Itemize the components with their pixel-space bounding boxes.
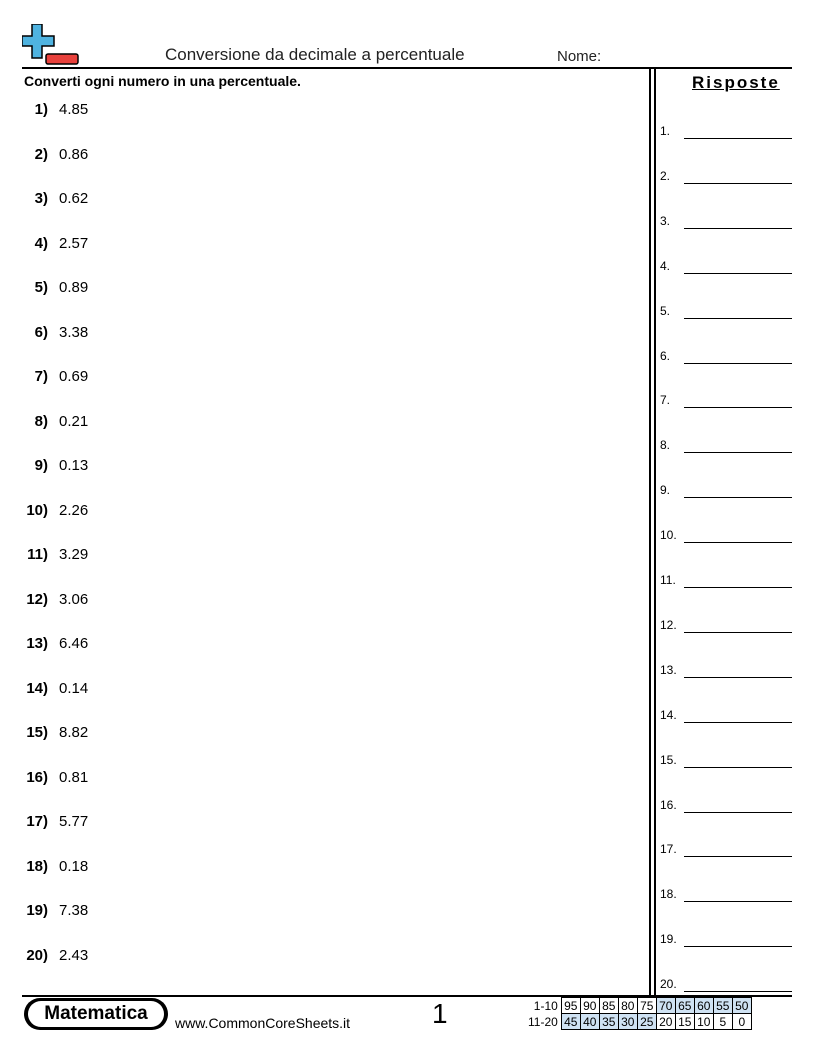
problem-item	[24, 813, 88, 830]
problem-item	[24, 947, 88, 964]
answer-blank[interactable]	[660, 976, 792, 992]
answer-number: 16.	[660, 797, 677, 812]
answer-line	[684, 497, 792, 498]
answer-number: 4.	[660, 258, 671, 273]
name-label: Nome:	[557, 48, 602, 65]
answer-line	[684, 856, 792, 857]
answer-line	[684, 363, 792, 364]
score-cell: 75	[637, 998, 656, 1014]
brand-label: Matematica	[28, 1001, 164, 1027]
answer-number: 2.	[660, 168, 671, 183]
answer-number: 9.	[660, 483, 671, 498]
problem-value: 0.89	[59, 279, 89, 296]
answer-line	[684, 587, 792, 588]
score-cell: 45	[561, 1014, 580, 1030]
problem-value: 0.18	[59, 857, 89, 875]
score-cell: 50	[732, 998, 751, 1014]
answer-number: 8.	[660, 438, 671, 453]
problem-item	[24, 858, 88, 875]
answer-number: 1.	[660, 124, 671, 138]
problem-number: 2)	[34, 145, 48, 163]
problem-item	[24, 902, 88, 919]
brand-badge	[24, 998, 168, 1030]
answer-line	[684, 767, 792, 768]
problem-value: 3.29	[59, 546, 89, 563]
problem-item	[24, 546, 88, 563]
problem-number: 17)	[26, 813, 48, 830]
plus-minus-logo-icon	[22, 24, 80, 68]
problem-item	[24, 457, 88, 474]
answer-line	[684, 991, 792, 992]
problem-number: 8)	[34, 412, 48, 430]
answer-line	[684, 812, 792, 813]
problem-value: 4.85	[59, 101, 89, 118]
answer-blank[interactable]	[660, 527, 792, 543]
problem-value: 0.69	[59, 368, 89, 385]
problem-number: 15)	[26, 724, 48, 741]
answer-number: 5.	[660, 303, 671, 318]
answer-line	[684, 901, 792, 902]
problem-item	[24, 413, 88, 430]
problem-item	[24, 591, 88, 608]
score-cell: 0	[732, 1014, 751, 1030]
answer-blank[interactable]	[660, 662, 792, 678]
score-cell: 40	[580, 1014, 599, 1030]
answer-blank[interactable]	[660, 303, 792, 319]
score-row	[528, 1014, 751, 1030]
score-cell: 70	[656, 998, 675, 1014]
answer-number: 6.	[660, 348, 671, 363]
problem-number: 7)	[34, 368, 48, 385]
answer-blank[interactable]	[660, 931, 792, 947]
problem-value: 2.26	[59, 501, 89, 519]
problem-number: 11)	[27, 546, 48, 563]
answer-line	[684, 138, 792, 139]
problem-number: 18)	[26, 857, 48, 875]
problem-value: 7.38	[59, 902, 89, 919]
score-cell: 5	[713, 1014, 732, 1030]
score-cell: 35	[599, 1014, 618, 1030]
answer-line	[684, 722, 792, 723]
answer-blank[interactable]	[660, 392, 792, 408]
score-row-label: 1-10	[533, 998, 558, 1013]
problem-number: 5)	[34, 279, 48, 296]
answer-blank[interactable]	[660, 482, 792, 498]
problem-item	[24, 368, 88, 385]
problem-value: 0.21	[59, 412, 89, 430]
problem-item	[24, 235, 88, 252]
site-url: www.CommonCoreSheets.it	[175, 1015, 351, 1031]
answer-number: 14.	[660, 707, 677, 722]
problem-value: 0.86	[59, 145, 89, 163]
answer-blank[interactable]	[660, 213, 792, 229]
top-divider	[22, 67, 792, 69]
answer-number: 12.	[660, 617, 677, 632]
answer-line	[684, 183, 792, 184]
problem-item	[24, 680, 88, 697]
answer-blank[interactable]	[660, 617, 792, 633]
problem-number: 20)	[26, 946, 48, 964]
score-cell: 30	[618, 1014, 637, 1030]
score-cell: 90	[580, 998, 599, 1014]
problem-number: 14)	[26, 679, 48, 697]
score-cell: 10	[694, 1014, 713, 1030]
problem-value: 0.14	[59, 679, 89, 697]
score-cell: 55	[713, 998, 732, 1014]
answer-blank[interactable]	[660, 572, 792, 588]
problem-number: 3)	[34, 190, 48, 207]
answer-number: 17.	[660, 842, 677, 857]
answer-blank[interactable]	[660, 437, 792, 453]
problem-item	[24, 724, 88, 741]
instructions: Converti ogni numero in una percentuale.	[24, 73, 301, 89]
problem-number: 19)	[26, 902, 48, 919]
answer-blank[interactable]	[660, 123, 792, 139]
problem-value: 6.46	[59, 635, 89, 652]
problem-number: 10)	[26, 501, 48, 519]
answer-blank[interactable]	[660, 797, 792, 813]
problem-number: 4)	[34, 234, 48, 252]
answer-blank[interactable]	[660, 886, 792, 902]
answer-line	[684, 273, 792, 274]
answer-blank[interactable]	[660, 707, 792, 723]
page-number: 1	[432, 998, 448, 1029]
problem-value: 2.43	[59, 946, 89, 964]
problem-number: 16)	[26, 768, 48, 786]
answer-line	[684, 946, 792, 947]
score-cell: 60	[694, 998, 713, 1014]
score-row	[528, 998, 751, 1014]
problem-number: 6)	[34, 323, 48, 341]
answer-number: 19.	[660, 932, 677, 947]
problem-number: 9)	[34, 457, 48, 474]
score-cell: 95	[561, 998, 580, 1014]
problem-number: 12)	[26, 590, 48, 608]
problem-value: 8.82	[59, 724, 89, 741]
score-cell: 20	[656, 1014, 675, 1030]
answer-number: 11.	[660, 573, 676, 587]
problem-value: 3.38	[59, 323, 89, 341]
answer-line	[684, 632, 792, 633]
score-cell: 65	[675, 998, 694, 1014]
answer-blank[interactable]	[660, 841, 792, 857]
answers-title: Risposte	[692, 73, 780, 92]
problem-value: 2.57	[59, 234, 89, 252]
score-cell: 25	[637, 1014, 656, 1030]
answer-number: 3.	[660, 213, 671, 228]
problem-number: 13)	[26, 635, 48, 652]
answer-line	[684, 542, 792, 543]
answer-number: 15.	[660, 752, 677, 767]
problem-item	[24, 190, 88, 207]
answer-number: 18.	[660, 887, 677, 902]
score-cell: 15	[675, 1014, 694, 1030]
answer-number: 7.	[660, 393, 671, 408]
problem-item	[24, 146, 88, 163]
problem-item	[24, 769, 88, 786]
column-divider-left	[649, 68, 651, 995]
problem-number: 1)	[34, 101, 48, 118]
problem-item	[24, 635, 88, 652]
score-cell: 85	[599, 998, 618, 1014]
answer-number: 20.	[660, 977, 677, 992]
answer-number: 10.	[660, 528, 677, 543]
problem-item	[24, 279, 88, 296]
worksheet-title: Conversione da decimale a percentuale	[165, 45, 465, 64]
problem-value: 3.06	[59, 590, 89, 608]
score-row-label: 11-20	[528, 1014, 558, 1029]
answer-blank[interactable]	[660, 258, 792, 274]
answer-line	[684, 318, 792, 319]
score-cell: 80	[618, 998, 637, 1014]
answer-line	[684, 452, 792, 453]
answer-number: 13.	[660, 662, 677, 677]
problem-value: 5.77	[59, 813, 89, 830]
answer-line	[684, 677, 792, 678]
score-table	[528, 997, 752, 1030]
answer-blank[interactable]	[660, 168, 792, 184]
answer-line	[684, 407, 792, 408]
column-divider-right	[654, 68, 656, 995]
problem-value: 0.62	[59, 190, 89, 207]
problem-value: 0.81	[59, 768, 89, 786]
answer-blank[interactable]	[660, 348, 792, 364]
answer-line	[684, 228, 792, 229]
problem-value: 0.13	[59, 457, 89, 474]
problem-item	[24, 324, 88, 341]
answer-blank[interactable]	[660, 752, 792, 768]
problem-item	[24, 502, 88, 519]
problem-item	[24, 101, 88, 118]
